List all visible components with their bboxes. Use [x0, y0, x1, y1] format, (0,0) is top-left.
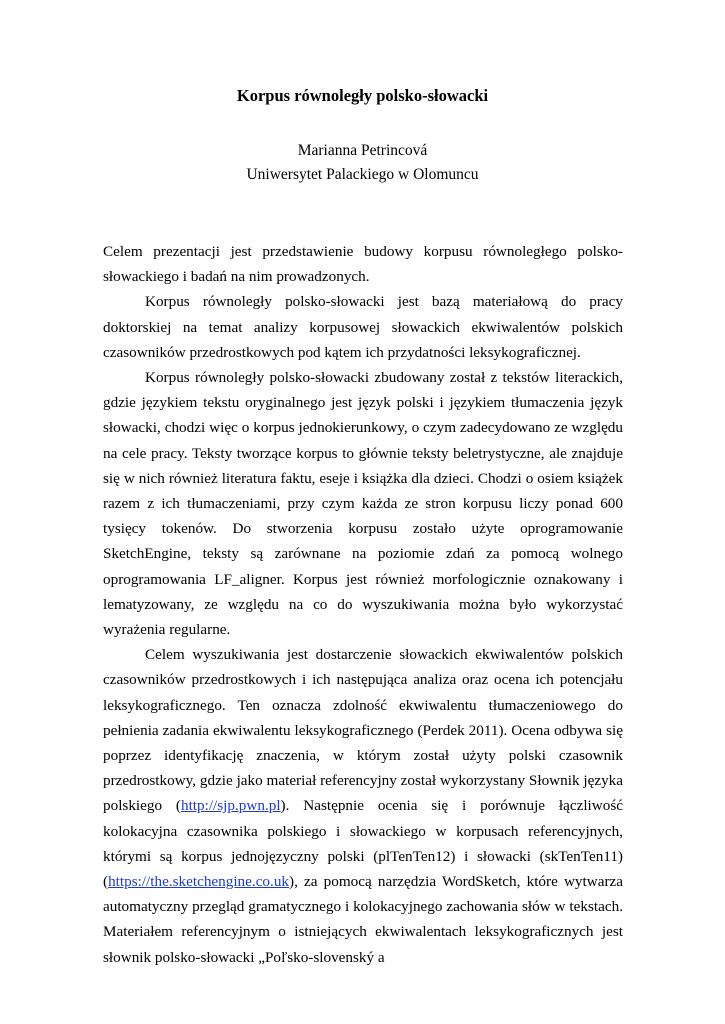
paragraph-4-text-1: Celem wyszukiwania jest dostarczenie słowackich ekwiwalentów polskich czasowników przedrostkowych i ich następująca analiza oraz ocena ich potencjału leksykograficznego. Ten oznacza zdolność ekwiwalentu tłumaczeniowego do pełnienia zadania ekwiwalentu leksykograficznego (Perdek 2011). Ocena odbywa się poprzez identyfikację znaczenia, w którym został użyty polski czasownik przedrostkowy, gdzie jako materiał referencyjny został wykorzystany Słownik języka polskiego (	[103, 646, 623, 815]
paragraph-4-text-3: ), za pomocą narzędzia WordSketch, które wytwarza automatyczny przegląd gramatycznego i kolokacyjnego zachowania słów w tekstach. Materiałem referencyjnym o istniejących ekwiwalentach leksykograficznych jest słownik polsko-słowacki „Poľsko-slovenský a	[103, 873, 623, 966]
sjp-link[interactable]: http://sjp.pwn.pl	[180, 797, 281, 815]
abstract-body	[103, 239, 623, 970]
paragraph-1: Celem prezentacji jest przedstawienie budowy korpusu równoległego polsko-słowackiego i badań na nim prowadzonych.	[103, 243, 623, 286]
author-name: Marianna Petrincová	[297, 142, 428, 159]
paragraph-2: Korpus równoległy polsko-słowacki jest bazą materiałową do pracy doktorskiej na temat analizy korpusowej słowackich ekwiwalentów polskich czasowników przedrostkowych pod kątem ich przydatności leksykograficznej.	[103, 293, 623, 361]
paragraph-4	[103, 642, 623, 970]
paragraph-3: Korpus równoległy polsko-słowacki zbudowany został z tekstów literackich, gdzie językiem tekstu oryginalnego jest język polski i językiem tłumaczenia język słowacki, chodzi więc o korpus jednokierunkowy, o czym zadecydowano ze względu na cele pracy. Teksty tworzące korpus to głównie teksty beletrystyczne, ale znajduje się w nich również literatura faktu, eseje i książka dla dzieci. Chodzi o osiem książek razem z ich tłumaczeniami, przy czym każda ze stron korpusu liczy ponad 600 tysięcy tokenów. Do stworzenia korpusu zostało użyte oprogramowanie SketchEngine, teksty są zarównane na poziomie zdań za pomocą wolnego oprogramowania LF_aligner. Korpus jest również morfologicznie oznakowany i lematyzowany, ze względu na co do wyszukiwania można było wykorzystać wyrażenia regularne.	[103, 369, 623, 639]
paper-title: Korpus równoległy polsko-słowacki	[236, 86, 489, 105]
author-affiliation: Uniwersytet Palackiego w Olomuncu	[246, 166, 479, 183]
sketchengine-link[interactable]: https://the.sketchengine.co.uk	[108, 873, 290, 891]
paragraph-4-text-2: ). Następnie ocenia się i porównuje łączliwość kolokacyjna czasownika polskiego i słowackiego w korpusach referencyjnych, którymi są korpus jednojęzyczny polski (plTenTen12) i słowacki (skTenTen11) (	[103, 797, 623, 891]
